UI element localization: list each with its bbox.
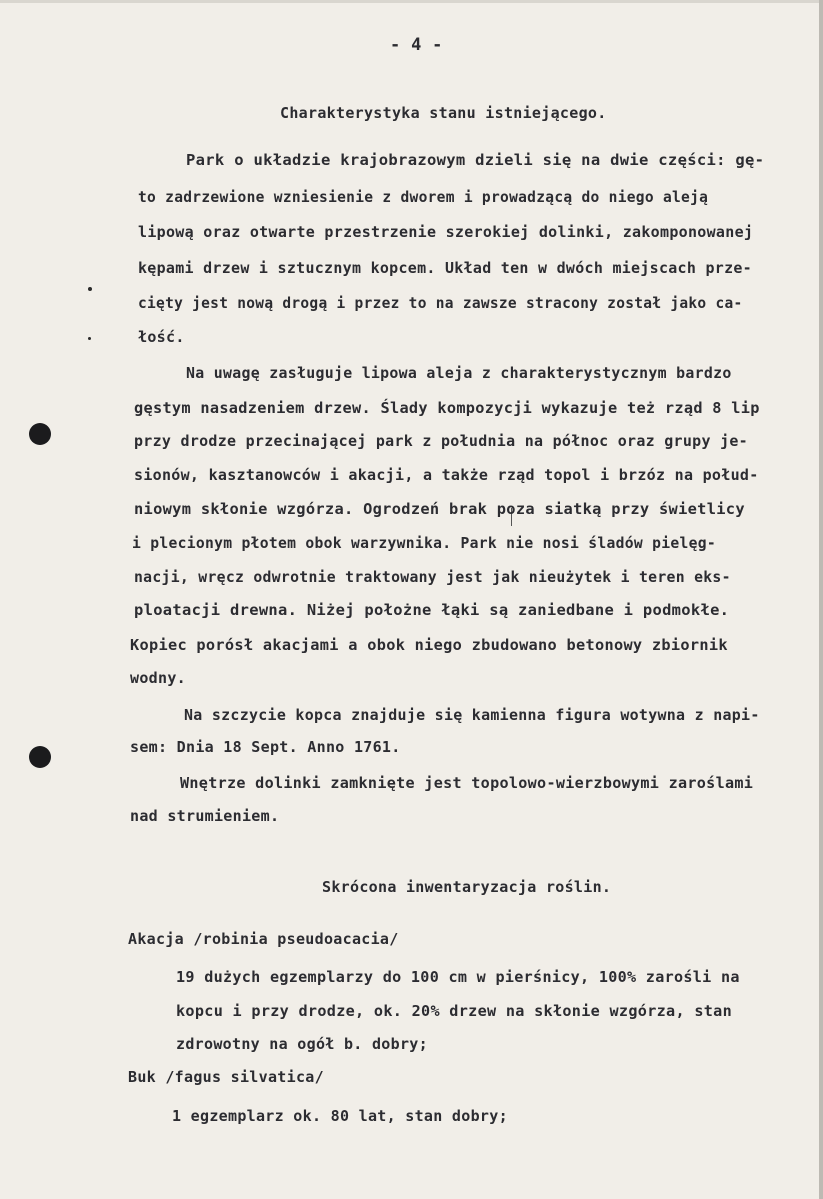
body-text-line: łość.: [138, 328, 185, 346]
body-text-line: nad strumieniem.: [130, 807, 280, 825]
body-text-line: sem: Dnia 18 Sept. Anno 1761.: [130, 738, 401, 756]
body-text-line: to zadrzewione wzniesienie z dworem i prowadzącą do niego aleją: [138, 188, 709, 206]
body-text-line: lipową oraz otwarte przestrzenie szerokiej dolinki, zakomponowanej: [138, 223, 754, 241]
inventory-species: Akacja /robinia pseudoacacia/: [128, 930, 399, 948]
paper-speck: [88, 287, 92, 291]
paper-top-edge: [0, 0, 823, 3]
body-text-line: kępami drzew i sztucznym kopcem. Układ ten w dwóch miejscach prze-: [138, 259, 752, 277]
paper-right-edge: [819, 0, 823, 1199]
section-subheading: Skrócona inwentaryzacja roślin.: [322, 878, 612, 896]
body-text-line: nacji, wręcz odwrotnie traktowany jest jak nieużytek i teren eks-: [134, 568, 731, 586]
body-text-line: gęstym nasadzeniem drzew. Ślady kompozycji wykazuje też rząd 8 lip: [134, 399, 760, 417]
body-text-line: ploatacji drewna. Niżej położne łąki są zaniedbane i podmokłe.: [134, 601, 730, 619]
body-text-line: sionów, kasztanowców i akacji, a także rząd topol i brzóz na połud-: [134, 466, 759, 484]
body-text-line: Park o układzie krajobrazowym dzieli się na dwie części: gę-: [186, 151, 765, 169]
body-text-line: przy drodze przecinającej park z południa na północ oraz grupy je-: [134, 432, 748, 450]
paper-speck: [88, 337, 91, 340]
inventory-detail-line: 19 dużych egzemplarzy do 100 cm w pierśnicy, 100% zarośli na: [176, 968, 740, 986]
body-text-line: Wnętrze dolinki zamknięte jest topolowo-wierzbowymi zaroślami: [180, 774, 754, 792]
body-text-line: Na uwagę zasługuje lipowa aleja z charakterystycznym bardzo: [186, 364, 732, 382]
page-number: - 4 -: [390, 35, 443, 55]
binder-hole-bottom: [29, 746, 51, 768]
binder-hole-top: [29, 423, 51, 445]
body-text-line: Kopiec porósł akacjami a obok niego zbudowano betonowy zbiornik: [130, 636, 728, 654]
section-heading: Charakterystyka stanu istniejącego.: [280, 104, 607, 122]
inventory-species: Buk /fagus silvatica/: [128, 1068, 324, 1086]
inventory-detail-line: zdrowotny na ogół b. dobry;: [176, 1035, 428, 1053]
body-text-line: Na szczycie kopca znajduje się kamienna figura wotywna z napi-: [184, 706, 760, 724]
body-text-line: niowym skłonie wzgórza. Ogrodzeń brak poza siatką przy świetlicy: [134, 500, 745, 518]
inventory-detail-line: 1 egzemplarz ok. 80 lat, stan dobry;: [172, 1107, 508, 1125]
inventory-detail-line: kopcu i przy drodze, ok. 20% drzew na skłonie wzgórza, stan: [176, 1002, 733, 1020]
body-text-line: i plecionym płotem obok warzywnika. Park nie nosi śladów pielęg-: [132, 534, 717, 552]
body-text-line: wodny.: [130, 669, 186, 687]
body-text-line: cięty jest nową drogą i przez to na zawsze stracony został jako ca-: [138, 294, 743, 312]
